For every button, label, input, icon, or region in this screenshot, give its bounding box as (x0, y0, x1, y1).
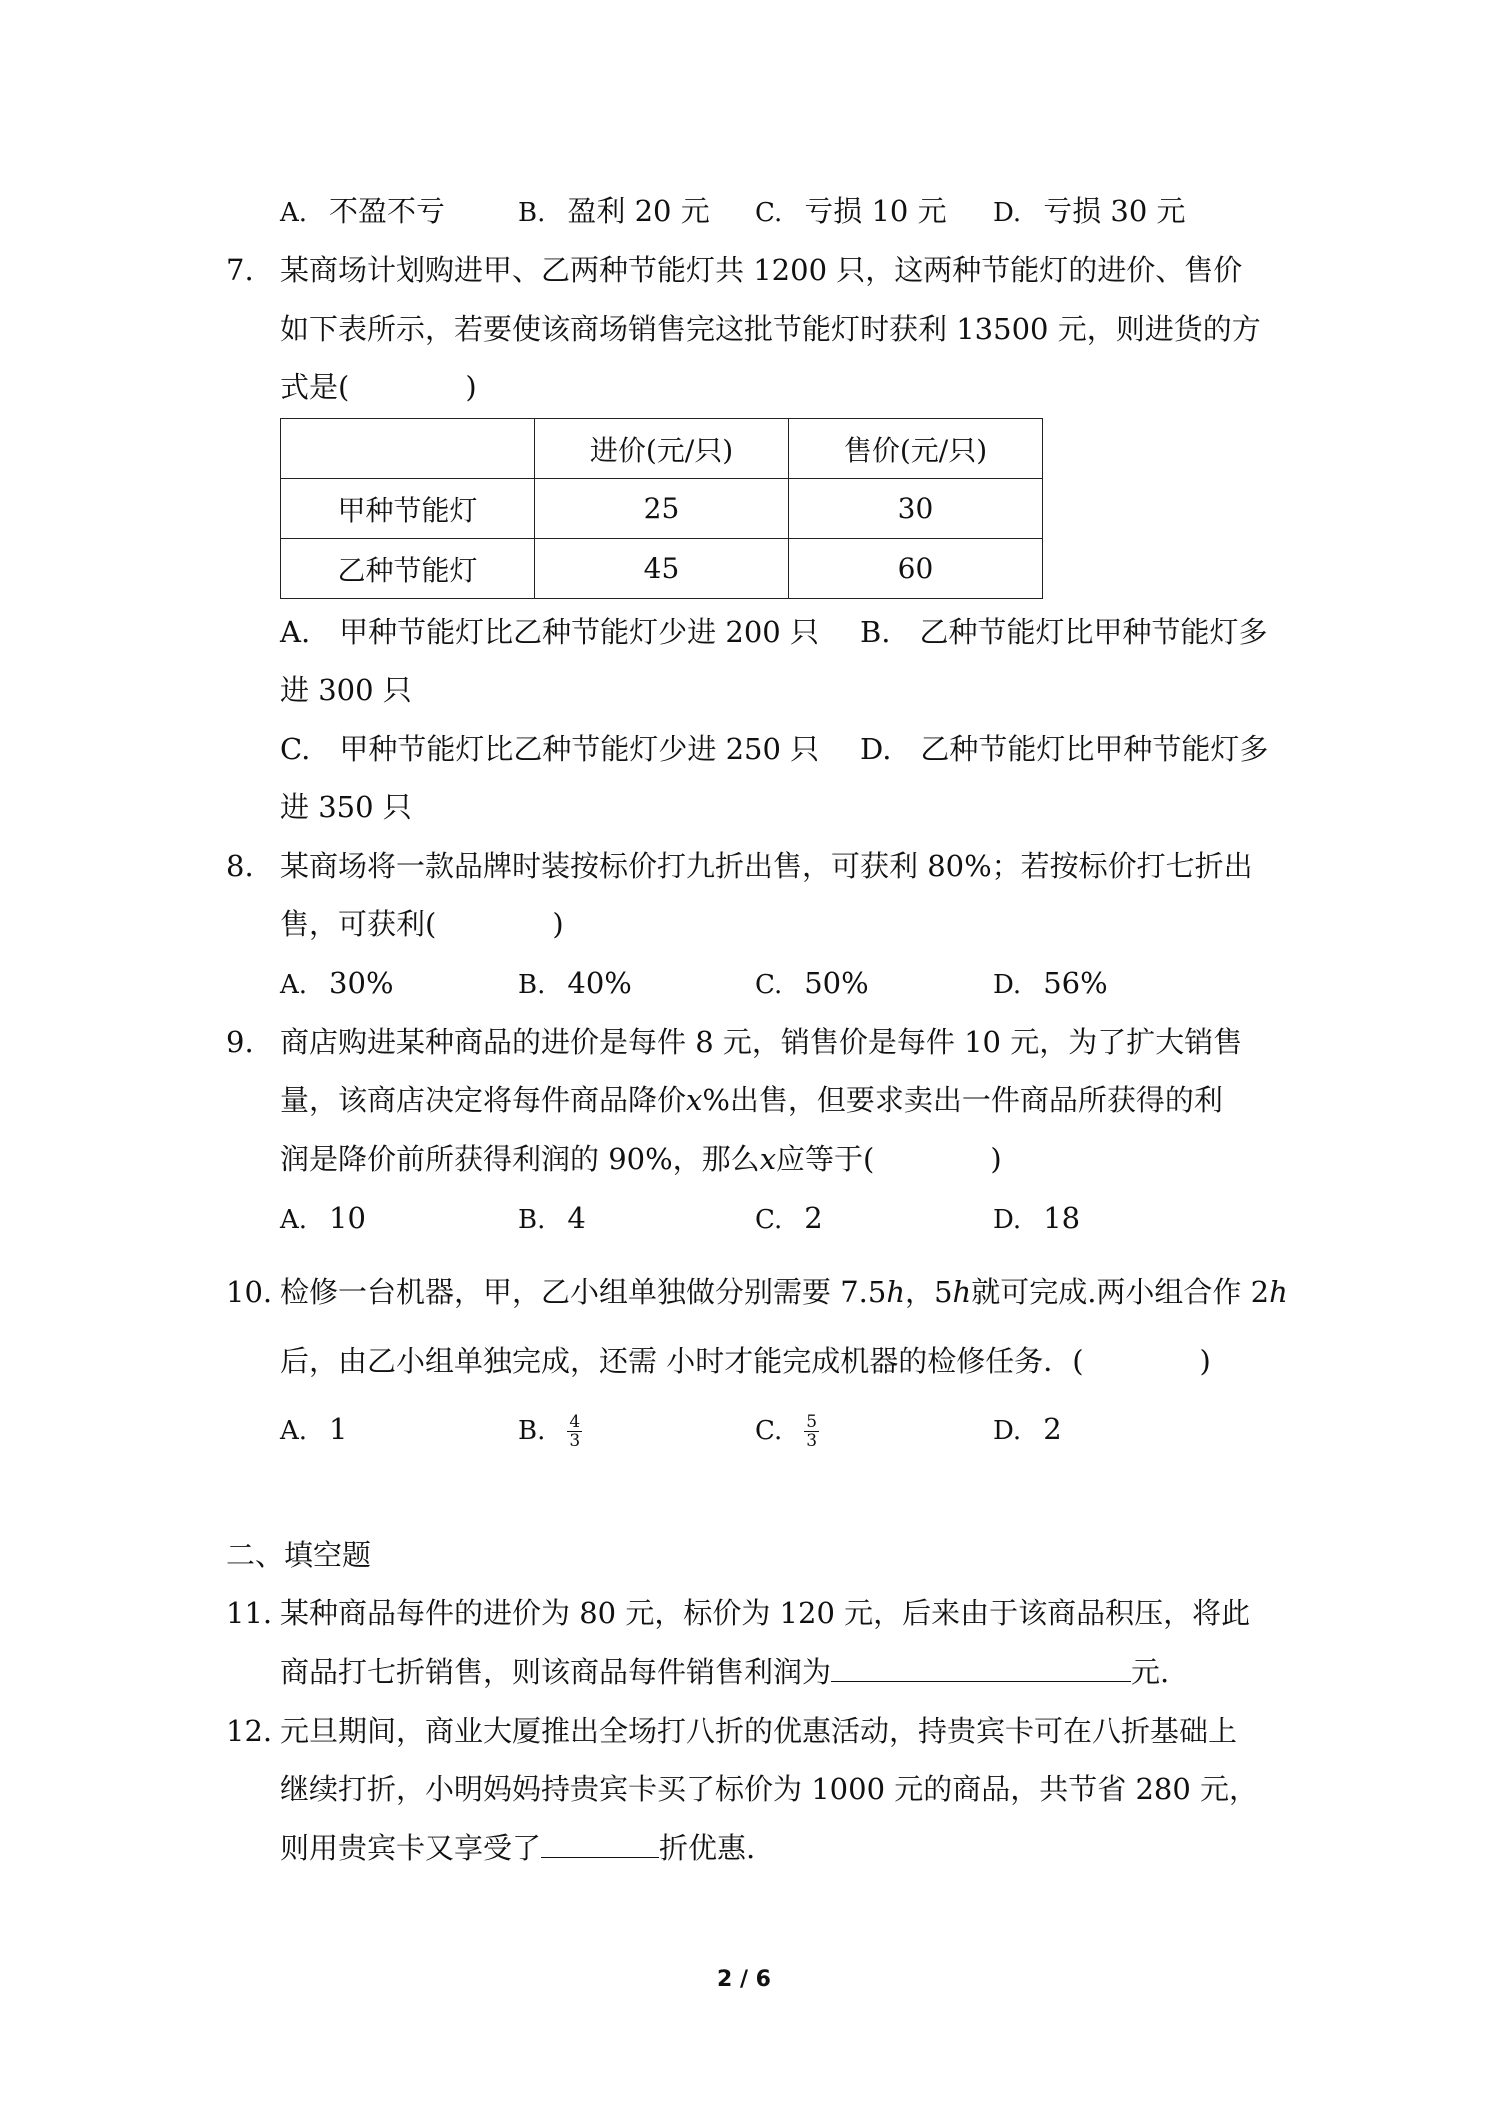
table-cell: 60 (789, 539, 1043, 599)
q7-line-3: 式是( ) (280, 370, 477, 404)
table-cell: 甲种节能灯 (281, 479, 535, 539)
q9-line-2: 量，该商店决定将每件商品降价x%出售，但要求卖出一件商品所获得的利 (280, 1083, 1223, 1117)
q8-line-2: 售，可获利( ) (280, 907, 564, 941)
q8-option-d: D. 56% (993, 966, 1108, 1000)
q8-option-c: C. 50% (755, 966, 869, 1000)
page-number: 2 / 6 (717, 1967, 771, 1992)
q7-option-c: C. 甲种节能灯比乙种节能灯少进 250 只 (280, 732, 820, 766)
table-cell: 25 (535, 479, 789, 539)
q10-option-c: C. $\frac{5}{3}$ (755, 1411, 818, 1451)
table-row (281, 539, 1043, 599)
q7-line-1: 某商场计划购进甲、乙两种节能灯共 1200 只，这两种节能灯的进价、售价 (280, 253, 1243, 287)
q10-line-2: 后，由乙小组单独完成，还需 小时才能完成机器的检修任务．( ) (280, 1344, 1211, 1378)
table-cell (281, 419, 535, 479)
q10-line-1: 检修一台机器，甲，乙小组单独做分别需要 7.5h，5h就可完成.两小组合作 2h (280, 1275, 1288, 1309)
table-header-sale: 售价(元/只) (789, 419, 1043, 479)
q10-option-d: D. 2 (993, 1412, 1062, 1446)
q9-option-c: C. 2 (755, 1201, 823, 1235)
q8-option-a: A. 30% (280, 966, 394, 1000)
table-cell: 乙种节能灯 (281, 539, 535, 599)
q7-number: 7. (226, 253, 254, 287)
q10-option-b: B. $\frac{4}{3}$ (518, 1411, 581, 1451)
q7-option-b-cont: 进 300 只 (280, 673, 412, 707)
table-header-cost: 进价(元/只) (535, 419, 789, 479)
table-cell: 45 (535, 539, 789, 599)
q12-line-2: 继续打折，小明妈妈持贵宾卡买了标价为 1000 元的商品，共节省 280 元， (280, 1772, 1259, 1806)
q12-line-1: 元旦期间，商业大厦推出全场打八折的优惠活动，持贵宾卡可在八折基础上 (280, 1714, 1238, 1748)
q7-option-a: A. 甲种节能灯比乙种节能灯少进 200 只 (280, 615, 819, 649)
q11-number: 11. (226, 1596, 273, 1630)
q9-line-3: 润是降价前所获得利润的 90%，那么x应等于( ) (280, 1142, 1002, 1176)
q10-number: 10. (226, 1275, 273, 1309)
q8-line-1: 某商场将一款品牌时装按标价打九折出售，可获利 80%；若按标价打七折出 (280, 849, 1253, 883)
variable-x: x (759, 1142, 777, 1176)
q7-option-b: B. 乙种节能灯比甲种节能灯多 (860, 615, 1268, 649)
q9-option-b: B. 4 (518, 1201, 586, 1235)
answer-blank[interactable] (831, 1653, 1131, 1682)
table-header-row (281, 419, 1043, 479)
q9-option-a: A. 10 (280, 1201, 366, 1235)
table-cell: 30 (789, 479, 1043, 539)
answer-blank[interactable] (541, 1829, 659, 1858)
q12-line-3: 则用贵宾卡又享受了 折优惠. (280, 1831, 756, 1865)
q10-option-a: A. 1 (280, 1412, 348, 1446)
q6-option-a: A. 不盈不亏 (280, 194, 446, 228)
q6-option-d: D. 亏损 30 元 (993, 194, 1186, 228)
section-title: 二、填空题 (226, 1538, 372, 1572)
fraction: $\frac{5}{3}$ (806, 1411, 818, 1451)
q6-option-b: B. 盈利 20 元 (518, 194, 710, 228)
fraction: $\frac{4}{3}$ (569, 1411, 581, 1451)
q7-option-d: D. 乙种节能灯比甲种节能灯多 (860, 732, 1269, 766)
q8-option-b: B. 40% (518, 966, 632, 1000)
q7-line-2: 如下表所示，若要使该商场销售完这批节能灯时获利 13500 元，则进货的方 (280, 312, 1261, 346)
q9-option-d: D. 18 (993, 1201, 1081, 1235)
q9-number: 9. (226, 1025, 254, 1059)
q9-line-1: 商店购进某种商品的进价是每件 8 元，销售价是每件 10 元，为了扩大销售 (280, 1025, 1243, 1059)
q6-option-c: C. 亏损 10 元 (755, 194, 947, 228)
q8-number: 8. (226, 849, 254, 883)
table-row (281, 479, 1043, 539)
q11-line-1: 某种商品每件的进价为 80 元，标价为 120 元，后来由于该商品积压，将此 (280, 1596, 1251, 1630)
q12-number: 12. (226, 1714, 273, 1748)
price-table (280, 418, 1043, 599)
variable-x: x (686, 1083, 703, 1117)
q11-line-2: 商品打七折销售，则该商品每件销售利润为 元. (280, 1655, 1170, 1689)
q7-option-d-cont: 进 350 只 (280, 790, 412, 824)
